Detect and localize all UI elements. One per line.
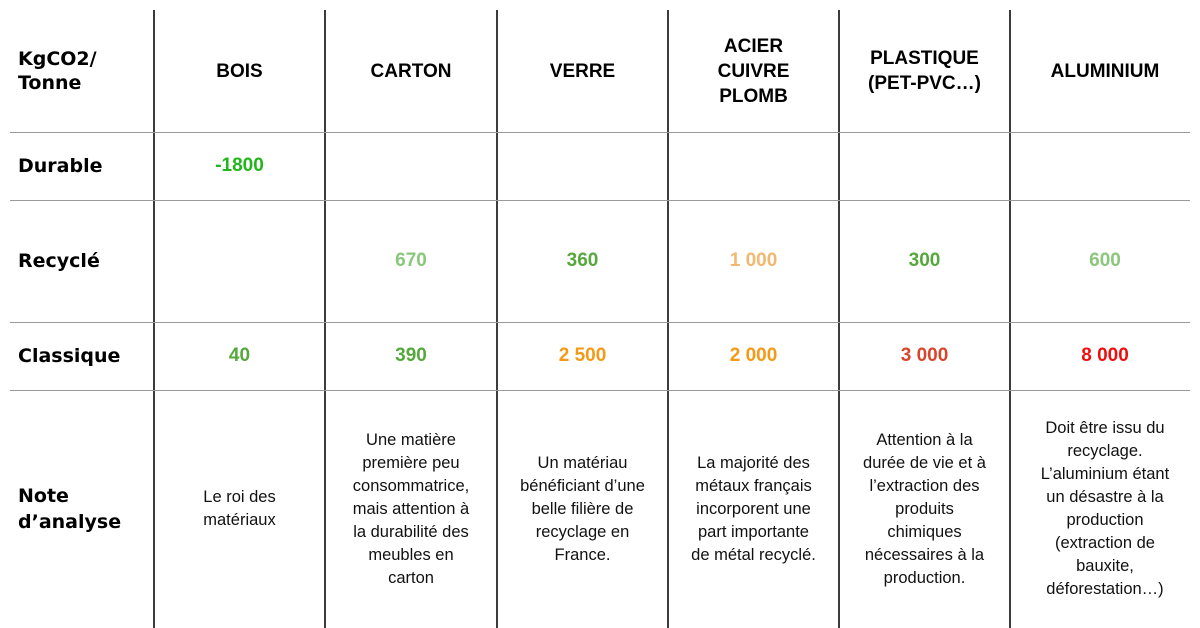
analysis-note-cell: Une matière première peu consommatrice, mais attention à la durabilité des meubles en carton [352, 430, 470, 587]
analysis-note-cell: Doit être issu du recyclage. L’aluminium étant un désastre à la production (extraction de bauxite, déforestation…) [1040, 419, 1170, 598]
emission-value-cell [497, 132, 668, 200]
emission-value-cell [839, 132, 1010, 200]
column-header: CARTON [370, 60, 452, 82]
analysis-note-cell: Un matériau bénéficiant d’une belle filière de recyclage en France. [520, 453, 645, 564]
emission-value-cell: 3 000 [900, 345, 949, 366]
corner-label: KgCO2/ Tonne [18, 48, 97, 94]
emission-value-cell [325, 132, 497, 200]
emission-value-cell: -1800 [215, 155, 264, 176]
analysis-note-cell: Le roi des matériaux [203, 488, 276, 529]
emission-value-cell [1010, 132, 1200, 200]
row-header: Recyclé [18, 250, 100, 272]
emission-value-cell: 670 [395, 250, 427, 271]
emission-value-cell: 360 [566, 250, 599, 271]
emission-value-cell: 8 000 [1081, 345, 1129, 366]
emission-value-cell: 40 [228, 345, 251, 366]
row-header: Classique [18, 345, 121, 367]
column-header: PLASTIQUE (PET-PVC…) [868, 48, 981, 94]
row-header: Durable [18, 155, 103, 177]
emission-value-cell: 2 500 [558, 345, 607, 366]
column-header: BOIS [216, 60, 263, 82]
emission-value-cell: 1 000 [729, 250, 778, 271]
emission-value-cell [668, 132, 839, 200]
emission-value-cell: 2 000 [729, 345, 778, 366]
emission-value-cell [154, 200, 325, 322]
analysis-note-cell: La majorité des métaux français incorporent une part importante de métal recyclé. [691, 453, 816, 564]
emission-value-cell: 600 [1089, 250, 1121, 271]
analysis-note-cell: Attention à la durée de vie et à l’extraction des produits chimiques nécessaires à la production. [863, 430, 986, 587]
column-header: ACIER CUIVRE PLOMB [717, 35, 790, 107]
emission-value-cell: 300 [908, 250, 941, 271]
column-header: ALUMINIUM [1050, 60, 1160, 82]
emission-value-cell: 390 [395, 345, 427, 366]
row-header: Note d’analyse [18, 485, 122, 533]
column-header: VERRE [549, 60, 616, 82]
